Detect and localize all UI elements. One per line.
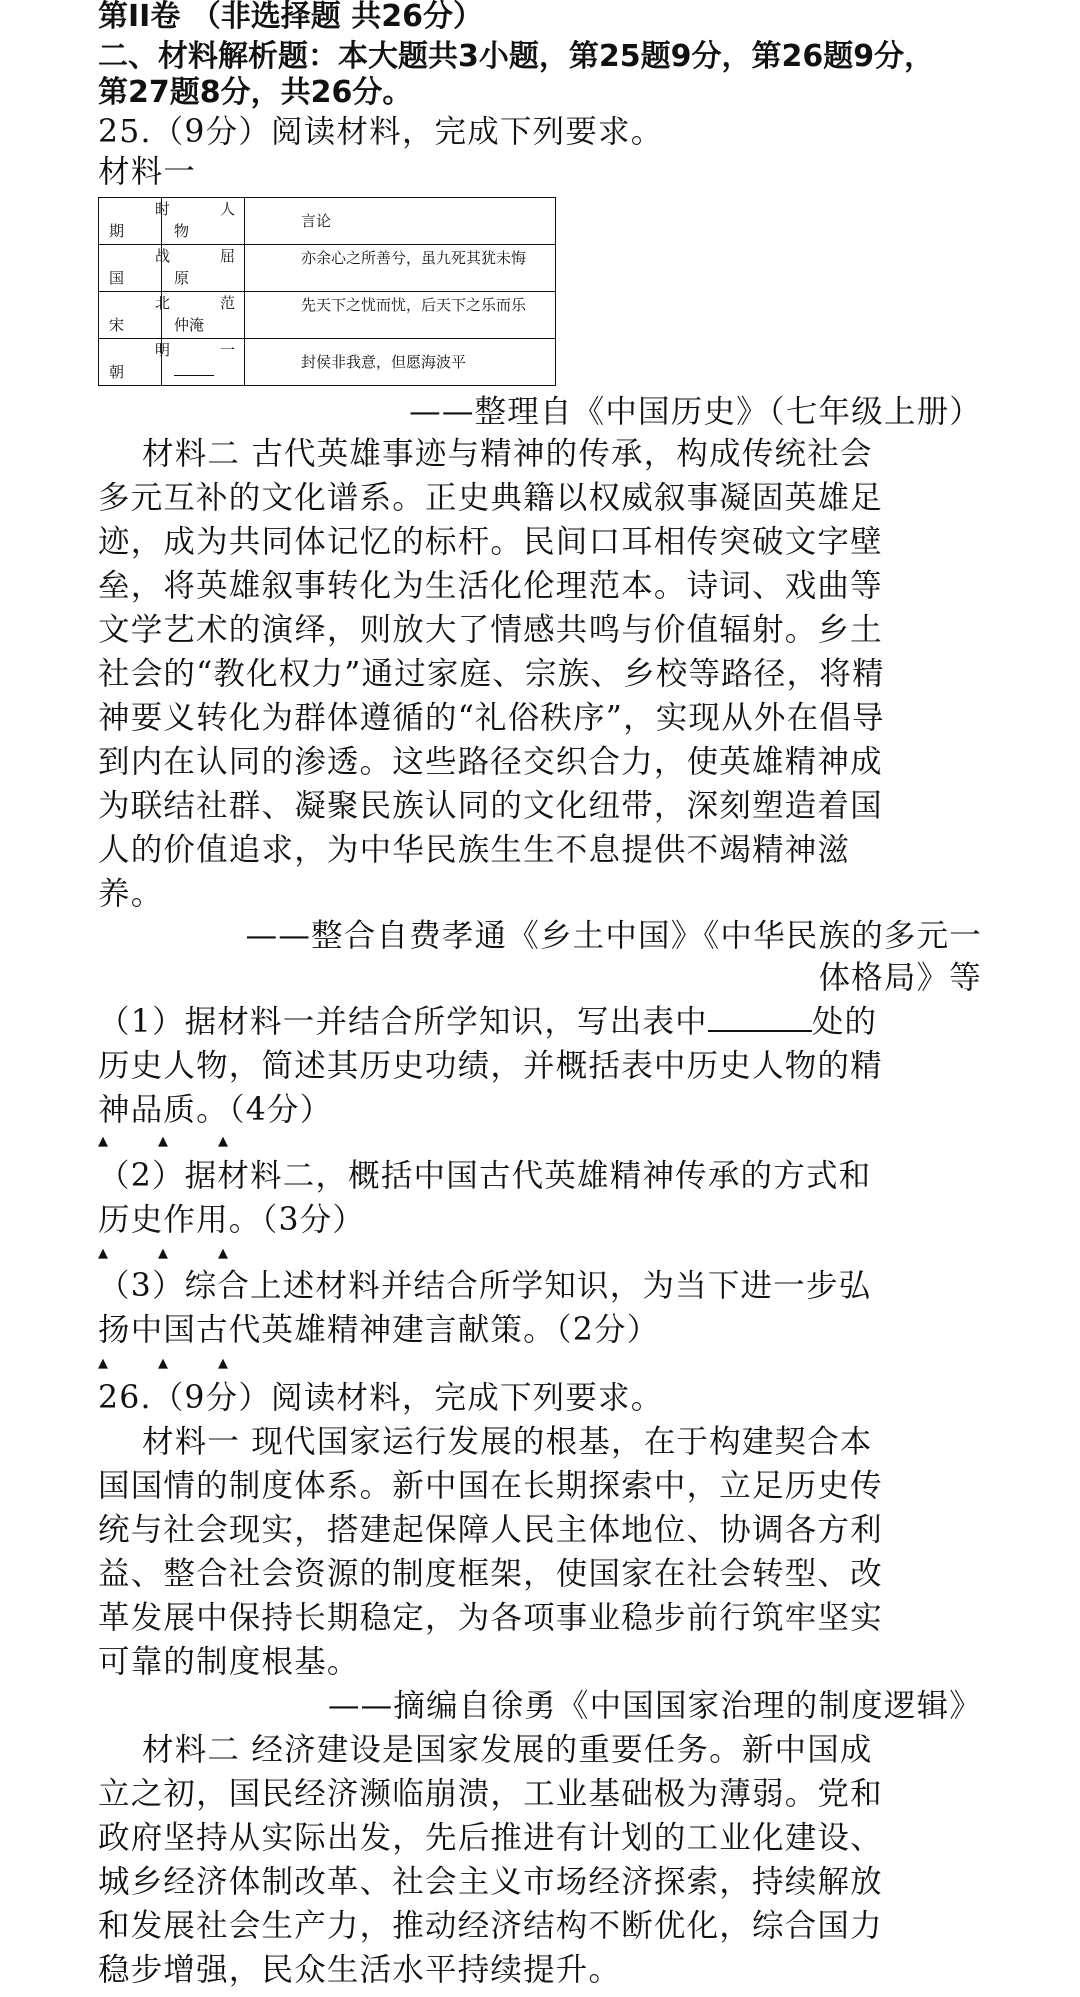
q26-material1-line: 可靠的制度根基。 [98,1644,360,1680]
header-quote: 言论 [245,198,556,245]
q25-figures-table [98,197,556,386]
cell-quote: 封侯非我意，但愿海波平 [245,339,556,386]
q25-sub1-line-3: 神品质。（4分） [98,1092,333,1128]
q25-material2-line: 材料二 古代英雄事迹与精神的传承，构成传统社会 [142,436,873,472]
q26-material1-line: 革发展中保持长期稳定，为各项事业稳步前行筑牢坚实 [98,1600,883,1636]
table-row [99,339,556,386]
q25-material2-line: 多元互补的文化谱系。正史典籍以权威叙事凝固英雄足 [98,480,883,516]
section-title: 第II卷 （非选择题 共26分） [98,0,483,34]
cell-period: 北 宋 [99,292,162,339]
answer-space-markers: ▲ ▲ ▲ [98,1246,228,1261]
q26-stem: 26.（9分）阅读材料，完成下列要求。 [98,1380,664,1416]
header-period: 时 期 [99,198,162,245]
cell-period: 战 国 [99,245,162,292]
q26-material2-line: 和发展社会生产力，推动经济结构不断优化，综合国力 [98,1908,883,1944]
cell-person: 范 仲淹 [162,292,245,339]
q25-material2-line: 垒，将英雄叙事转化为生活化伦理范本。诗词、戏曲等 [98,568,883,604]
q25-material1-label: 材料一 [98,154,197,190]
q26-material2-line: 立之初，国民经济濒临崩溃，工业基础极为薄弱。党和 [98,1776,883,1812]
cell-person: 屈 原 [162,245,245,292]
q25-sub1-line-2: 历史人物，简述其历史功绩，并概括表中历史人物的精 [98,1048,883,1084]
q25-sub3-line-2: 扬中国古代英雄精神建言献策。（2分） [98,1312,660,1348]
q25-sub3-line-1: （3）综合上述材料并结合所学知识，为当下进一步弘 [98,1268,872,1304]
q25-material2-line: 人的价值追求，为中华民族生生不息提供不竭精神滋 [98,832,851,868]
answer-space-markers: ▲ ▲ ▲ [98,1356,228,1371]
q25-material2-line: 文学艺术的演绎，则放大了情感共鸣与价值辐射。乡土 [98,612,883,648]
q26-material1-line: 国国情的制度体系。新中国在长期探索中，立足历史传 [98,1468,883,1504]
q26-material2-line: 政府坚持从实际出发，先后推进有计划的工业化建设、 [98,1820,883,1856]
section-intro-line-1: 二、材料解析题：本大题共3小题，第25题9分，第26题9分， [98,39,935,74]
q25-material2-line: 神要义转化为群体遵循的“礼俗秩序”，实现从外在倡导 [98,700,885,736]
q25-sub2-line-1: （2）据材料二，概括中国古代英雄精神传承的方式和 [98,1158,872,1194]
table-row [99,292,556,339]
table-header-row [99,198,556,245]
q26-source-1: ——摘编自徐勇《中国国家治理的制度逻辑》 [327,1688,982,1724]
answer-blank [174,361,214,380]
cell-quote: 先天下之忧而忧，后天下之乐而乐 [245,292,556,339]
q26-material2-line: 稳步增强，民众生活水平持续提升。 [98,1952,622,1988]
q26-material1-line: 统与社会现实，搭建起保障人民主体地位、协调各方利 [98,1512,883,1548]
answer-space-markers: ▲ ▲ ▲ [98,1134,228,1149]
q25-sub1-line-1: （1）据材料一并结合所学知识，写出表中 处的 [98,1004,878,1040]
cell-person: 一 [162,339,245,386]
q25-source-1: ——整理自《中国历史》（七年级上册） [409,394,982,430]
q25-material2-line: 养。 [98,876,164,912]
cell-quote: 亦余心之所善兮，虽九死其犹未悔 [245,245,556,292]
q25-material2-line: 到内在认同的渗透。这些路径交织合力，使英雄精神成 [98,744,883,780]
answer-blank [708,1006,812,1032]
table-row [99,245,556,292]
q25-source-2-line-2: 体格局》等 [818,960,982,996]
cell-period: 明 朝 [99,339,162,386]
q26-material2-line: 城乡经济体制改革、社会主义市场经济探索，持续解放 [98,1864,883,1900]
q25-material2-line: 为联结社群、凝聚民族认同的文化纽带，深刻塑造着国 [98,788,883,824]
section-intro-line-2: 第27题8分，共26分。 [98,75,413,110]
q25-source-2-line-1: ——整合自费孝通《乡土中国》《中华民族的多元一 [245,918,982,954]
q25-material2-line: 社会的“教化权力”通过家庭、宗族、乡校等路径，将精 [98,656,885,692]
q26-material1-line: 益、整合社会资源的制度框架，使国家在社会转型、改 [98,1556,883,1592]
q25-stem: 25.（9分）阅读材料，完成下列要求。 [98,114,664,150]
q25-sub2-line-2: 历史作用。（3分） [98,1202,366,1238]
q26-material2-line: 材料二 经济建设是国家发展的重要任务。新中国成 [142,1732,873,1768]
q26-material1-line: 材料一 现代国家运行发展的根基，在于构建契合本 [142,1424,873,1460]
q25-material2-line: 迹，成为共同体记忆的标杆。民间口耳相传突破文字壁 [98,524,883,560]
header-person: 人 物 [162,198,245,245]
